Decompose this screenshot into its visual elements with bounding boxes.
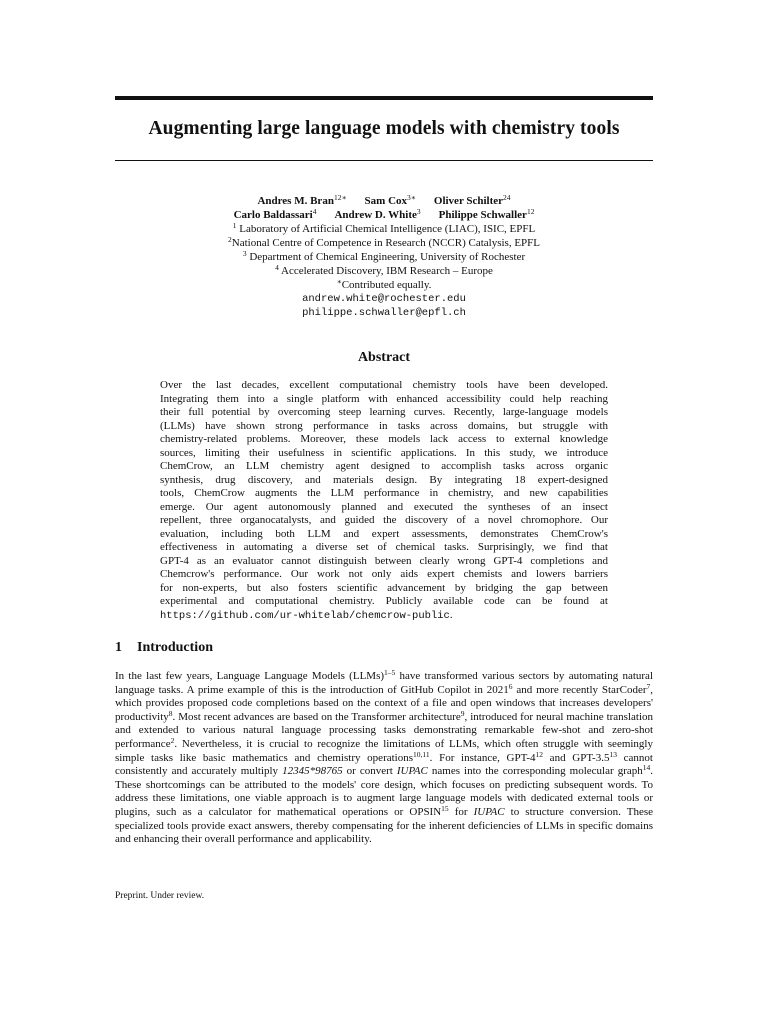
abstract-line: GPT-4 as an evaluator cannot distinguish between clearly wrong GPT-4 completions and bbox=[160, 554, 608, 567]
abstract-line: synthesis, drug discovery, and materials design. By integrating 18 expert-designed bbox=[160, 473, 608, 486]
abstract-line: for non-experts, but also fosters scientific advancement by bridging the gap between bbox=[160, 581, 608, 594]
abstract-line: experimental and computational chemistry. Publicly available code can be found at bbox=[160, 595, 608, 607]
abstract-line: their full potential by overcoming steep learning curves. Recently, large-language models bbox=[160, 406, 608, 418]
abstract-line: Chemcrow's performance. Our work not only aids expert chemists and lowers barriers bbox=[160, 568, 608, 580]
abstract-line: evaluation, including both LLM and expert assessments, demonstrates ChemCrow's bbox=[160, 527, 608, 540]
abstract-line: sources, limiting their usefulness in scientific applications. In this study, we introduce bbox=[160, 446, 608, 459]
author-affiliation-mark: 3 bbox=[416, 207, 421, 216]
title-top-rule bbox=[115, 96, 653, 100]
citation[interactable]: 12 bbox=[535, 749, 543, 759]
abstract-lines bbox=[160, 379, 608, 609]
author-affiliation-mark: 24 bbox=[503, 193, 511, 202]
affiliation-3: $^3$ Department of Chemical Engineering, University of Rochester bbox=[242, 249, 526, 263]
citation[interactable]: 10,11 bbox=[413, 749, 430, 759]
abstract-line: (LLMs) have shown strong performance in tasks across domains, but struggle with bbox=[160, 419, 608, 432]
affiliation-4: $^4$ Accelerated Discovery, IBM Research – Europe bbox=[275, 263, 493, 277]
abstract-line: tools, ChemCrow augments the LLM performance in chemistry, and new capabilities bbox=[160, 487, 608, 499]
author-affiliation-mark: 12 bbox=[526, 207, 535, 216]
author-name: Sam Cox bbox=[364, 195, 408, 207]
author-affiliation-mark: 12∗ bbox=[333, 193, 347, 202]
abstract-line: repellent, three organocatalysts, and guided the discovery of a novel chromophore. Our bbox=[160, 514, 608, 526]
abstract-line: effectiveness in automating a diverse set of chemical tasks. Surprisingly, we find that bbox=[160, 541, 608, 553]
section-title: Introduction bbox=[137, 640, 213, 655]
abstract-heading: Abstract bbox=[357, 350, 411, 365]
citation[interactable]: 9 bbox=[460, 708, 465, 718]
section-number: 1 bbox=[115, 640, 122, 655]
author-line-1 bbox=[115, 194, 653, 208]
section-heading-introduction bbox=[115, 640, 213, 656]
author-line-2 bbox=[115, 208, 653, 222]
title-bottom-rule bbox=[115, 160, 653, 161]
citation[interactable]: 14 bbox=[642, 763, 651, 773]
citation[interactable]: 7 bbox=[646, 681, 651, 691]
abstract-line: Over the last decades, excellent computational chemistry tools have been developed. bbox=[160, 379, 608, 391]
author-name: Carlo Baldassari bbox=[233, 209, 313, 221]
citation[interactable]: 15 bbox=[441, 803, 449, 813]
citation[interactable]: 2 bbox=[170, 735, 175, 745]
citation[interactable]: 1–5 bbox=[384, 668, 396, 677]
abstract-line: ChemCrow, an LLM chemistry agent designed to accomplish tasks across organic bbox=[160, 460, 608, 472]
abstract-body bbox=[160, 379, 608, 623]
abstract-line: emerge. Our agent autonomously planned and executed the syntheses of an insect bbox=[160, 500, 608, 513]
citation[interactable]: 8 bbox=[168, 708, 173, 718]
affiliation-1: $^1$ Laboratory of Artificial Chemical Intelligence (LIAC), ISIC, EPFL bbox=[232, 221, 536, 235]
author-affiliation-mark: 3∗ bbox=[407, 193, 416, 202]
citation[interactable]: 6 bbox=[508, 681, 513, 691]
preprint-footer: Preprint. Under review. bbox=[115, 891, 205, 901]
paper-title: Augmenting large language models with chemistry tools bbox=[148, 118, 620, 139]
author-name: Andrew D. White bbox=[334, 209, 417, 221]
author-name: Philippe Schwaller bbox=[438, 209, 527, 221]
email-schwaller[interactable]: philippe.schwaller@epfl.ch bbox=[302, 307, 466, 319]
author-block bbox=[115, 194, 653, 320]
citation[interactable]: 13 bbox=[609, 749, 617, 759]
code-url-link[interactable]: https://github.com/ur-whitelab/chemcrow-public bbox=[160, 609, 450, 622]
equal-contribution-note: ∗Contributed equally. bbox=[336, 277, 432, 291]
abstract-line: chemistry-related problems. Moreover, these models lack access to external knowledge bbox=[160, 433, 608, 445]
email-white[interactable]: andrew.white@rochester.edu bbox=[302, 293, 466, 305]
author-name: Oliver Schilter bbox=[433, 195, 504, 207]
author-affiliation-mark: 4 bbox=[312, 207, 317, 216]
introduction-paragraph: In the last few years, Language Language Models (LLMs)$^{1-5}$ have transformed various sectors by automating natural language tasks. A prime example of this is the introduction of GitHub Copilot in 2021$^6$ and more recently StarCoder$^7$, which provides proposed code completions based on the context of a file and open windows that increases developers' productivity$^8$. Most recent advances are based on the Transformer architecture$^9$, introduced for neural machine translation and extended to various natural language processing tasks demonstrating remarkable few-shot and zero-shot performance$^2$. Nevertheless, it is crucial to recognize the limitations of LLMs, which often struggle with seemingly simple tasks like basic mathematics and chemistry operations$^{10,11}$. For instance, GPT-$4^{12}$ and GPT-$3.5^{13}$ cannot consistently and accurately multiply 12345*98765 or convert IUPAC names into the corresponding molecular graph$^{14}$. These shortcomings can be attributed to the models' core design, which focuses on predicting subsequent words. To address these limitations, one viable approach is to augment large language models with dedicated external tools or plugins, such as a calculator for mathematical operations or OPSIN$^{15}$ for IUPAC to structure conversion. These specialized tools provide exact answers, thereby compensating for the inherent deficiencies of LLMs in specific domains and enhancing their overall performance and applicability. bbox=[115, 668, 654, 846]
abstract-last-line: https://github.com/ur-whitelab/chemcrow-public. bbox=[160, 608, 453, 622]
affiliation-2: $^2$National Centre of Competence in Research (NCCR) Catalysis, EPFL bbox=[228, 235, 540, 249]
abstract-line: Integrating them into a single platform with enhanced accessibility could help reaching bbox=[160, 392, 608, 405]
author-name: Andres M. Bran bbox=[257, 195, 334, 207]
